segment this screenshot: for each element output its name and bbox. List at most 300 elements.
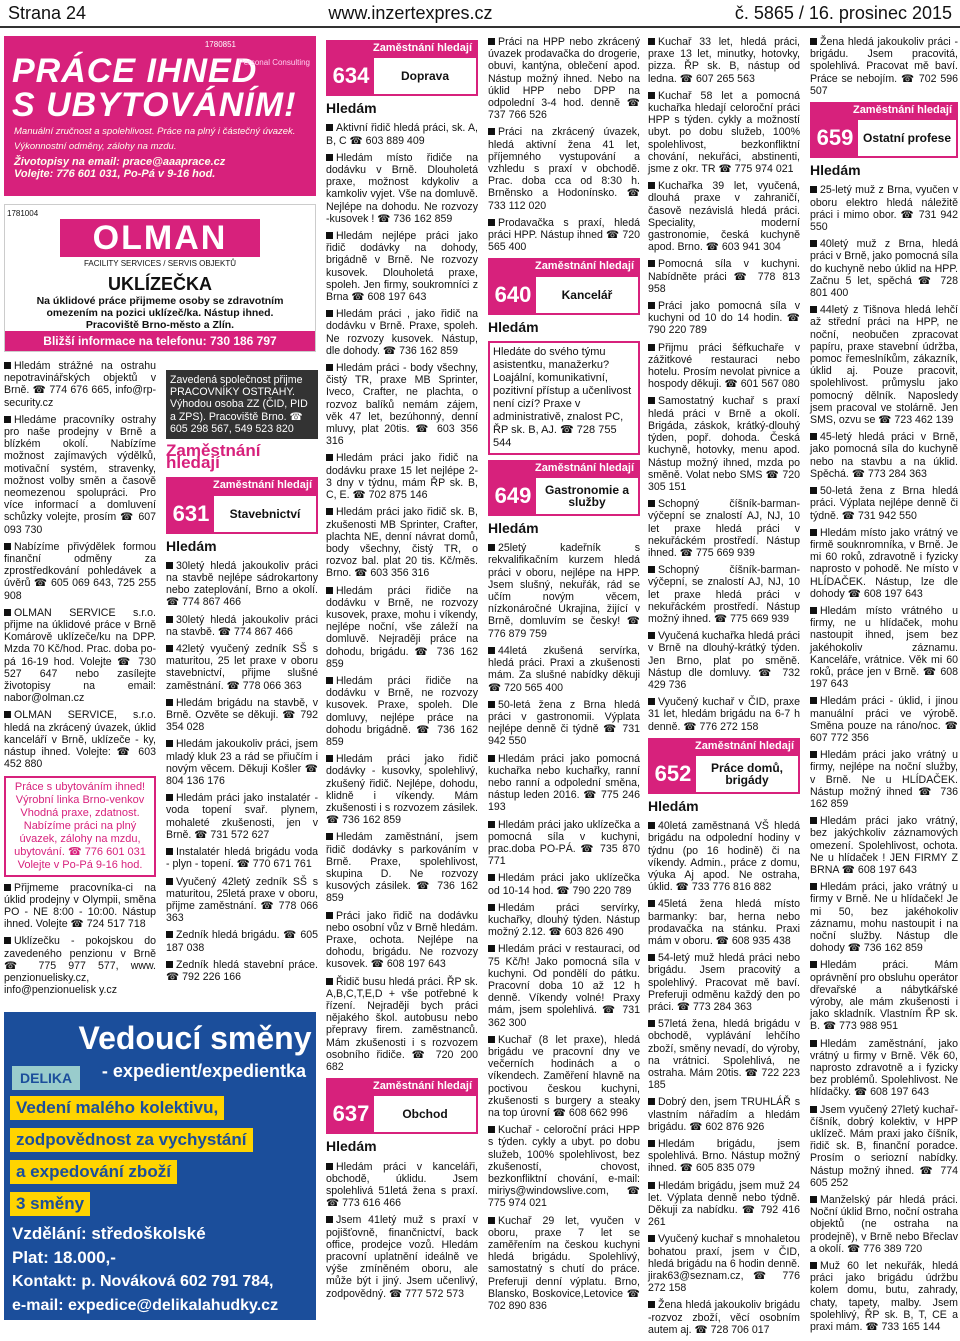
classified-ad [166, 846, 318, 870]
column-5 [648, 36, 800, 1341]
issue-date: č. 5865 / 16. prosinec 2015 [734, 2, 952, 23]
bullet-icon [810, 607, 817, 614]
classified-ad [648, 90, 800, 175]
bullet-icon [648, 566, 655, 573]
bullet-icon [326, 587, 333, 594]
classified-ad [810, 485, 958, 522]
bullet-icon [488, 874, 495, 881]
banner-line-2: Výkonnostní odměny, zálohy na mzdu. [14, 141, 177, 152]
text: Hledám práci servírky, kuchařky, dlouhý týden. Nástup možný 2.12. ☎ 603 826 490 [488, 901, 640, 939]
text: Hledám brigádu, jsem muž 24 let. Výplata denně nebo týdně. Děkuji za nabídku. ☎ 792 416 261 [648, 1179, 800, 1229]
text: Hledám [488, 318, 539, 335]
bullet-icon [648, 1020, 655, 1027]
text: Muž 60 let nekuřák, hledá práci jako brigádu údržbu kolem domu, butu, zahrady, chaty, tapety, malby. Jsem spolehlivý, ŘP sk. B, T, CE a praxi mám. ☎ 733 165 144 [810, 1260, 958, 1334]
classified-ad [488, 1034, 640, 1119]
classified-ad [810, 184, 958, 233]
text: Vyučená kuchařka hledá práci v Brně na dlouhý-krátký týden. Jen Brno, plat po směně. Nástup dle domluvy. ☎ 732 429 736 [648, 630, 800, 691]
classified-ad [810, 304, 958, 426]
bullet-icon [488, 755, 495, 762]
classified-ad [810, 881, 958, 954]
text: Schopný číšník-barman-výčepní se znalostí AJ, NJ, 10 let praxe hledá práci v nekuřáckém prostředí. Nástup ihned. ☎ 775 669 939 [648, 498, 800, 559]
column-1 [4, 360, 156, 1001]
text: Hledám brigádu, jsem spolehlivá. Brno. Nástup možný ihned. ☎ 605 835 079 [648, 1138, 800, 1175]
page-header [0, 0, 960, 28]
classified-ad [810, 527, 958, 600]
text: Hledám [166, 537, 217, 554]
banner-tag: Personal Consulting [238, 58, 310, 67]
text: ubytování. ☎ 776 601 031 [14, 845, 146, 858]
bullet-icon [326, 677, 333, 684]
text: 50-letá žena z Brna hledá práci v gastronomii. Výplata nejlépe denně či týdně ☎ 731 942 550 [488, 698, 640, 748]
bullet-icon [4, 937, 11, 944]
text: Zaměstnání hledají [810, 102, 958, 118]
category-box [488, 258, 640, 335]
bullet-icon [648, 1301, 655, 1308]
bullet-icon [4, 362, 11, 369]
text: Žena hledá jakoukoliv práci - brigádu. Jsem pracovitá, spolehlivá. Pracovat mě baví. Práce se nebojím. ☎ 702 596 507 [810, 36, 958, 97]
bullet-icon [648, 1140, 655, 1147]
text: Hledám strážné na ostrahu nepotravinářských objektů v Brně. ☎ 774 676 665, info@rp-security.cz [4, 360, 156, 409]
bullet-icon [810, 240, 817, 247]
bullet-icon [648, 182, 655, 189]
classified-ad [810, 238, 958, 299]
bullet-icon [166, 794, 173, 801]
classified-ad [810, 605, 958, 690]
text: Vyučený 42letý zedník SŠ s maturitou, 25letá praxe v oboru, přijme zaměstnání. ☎ 778 066 363 [166, 875, 318, 925]
bullet-icon [810, 38, 817, 45]
text: Hledám [326, 100, 377, 117]
text: Hledám práci jako uklízečka od 10-14 hod. ☎ 790 220 789 [488, 872, 640, 897]
text: Vyučený kuchař v ČID, praxe 31 let, hledám brigádu na 6-7 h denně. ☎ 776 272 158 [648, 696, 800, 733]
classified-ad [326, 152, 478, 225]
olman-logo: OLMAN [60, 219, 260, 257]
classified-ad [648, 395, 800, 493]
text: Nabízíme práci na plný [23, 819, 137, 832]
classified-ad [810, 1104, 958, 1189]
classified-ad [4, 360, 156, 409]
classified-ad [648, 1138, 800, 1175]
text: Zaměstnání hledají [648, 738, 800, 754]
classified-ad [488, 217, 640, 254]
olman-ad [4, 204, 316, 352]
bullet-icon [648, 260, 655, 267]
text: Hledám práci - úklid, i jinou manuální práci ve výrobě. Směna pouze na ráno/noc. ☎ 607 772 356 [810, 695, 958, 744]
text: Ostatní profese [862, 131, 952, 146]
classified-ad [4, 607, 156, 705]
text: Prodavačka s praxí, hledá práci HPP. Nástup ihned ☎ 720 565 400 [488, 216, 640, 254]
bullet-icon [326, 912, 333, 919]
text: 40letý muž z Brna, hledá práci v Brně, jako pomocná síla do kuchyně nebo úklid na HPP. Začnu 5 let, spěchá ☎ 728 801 400 [810, 238, 958, 300]
category-box [166, 477, 318, 554]
text: 44letá zkušená servírka, hledá práci. Praxi a zkušenosti mám. Za slušné nabídky děkuji ☎ 720 565 400 [488, 644, 640, 694]
classified-ad [166, 697, 318, 734]
classified-ad [326, 362, 478, 447]
text: Kancelář [561, 287, 613, 302]
delika-y4: 3 směny [10, 1192, 90, 1216]
classified-ad [648, 36, 800, 85]
text: Hledám práci jako řidič sk. B, zkušenosti MB Sprinter, Crafter, plachta NE, denní návrat domů, body všechny, čistý TR, o rozvoz bal. plat 20 tis. Kč/měs. Brno. ☎ 603 356 316 [326, 506, 478, 580]
text: Hledám zaměstnání, jsem řidič dodávky s parkováním v Brně. Praxe, spolehlivost, skupina D. Ne rozvozy kusových zásilek. ☎ 736 162 859 [326, 831, 478, 905]
bullet-icon [326, 310, 333, 317]
bullet-icon [488, 38, 495, 45]
olman-p1: Na úklidové práce přijmeme osoby se zdravotním [36, 295, 284, 307]
classified-ad [648, 898, 800, 947]
bullet-icon [810, 487, 817, 494]
classified-ad [4, 541, 156, 602]
banner-ad [4, 36, 316, 196]
bullet-icon [648, 302, 655, 309]
delika-logo: DELIKA [12, 1066, 80, 1090]
text: Hledám místo jako vrátný ve firmě souknromníka, v Brně. Je mi 60 roků, zdravotně i fyzicky naprosto v pohodě. Ne místo v HLÍDAČEK. Nástup, lze dle dohody ☎ 608 197 643 [810, 526, 958, 600]
category-box [810, 102, 958, 179]
bullet-icon [810, 961, 817, 968]
bullet-icon [488, 647, 495, 654]
banner-title-1: PRÁCE IHNED [12, 52, 258, 90]
classified-ad [326, 1214, 478, 1299]
text: Hledáme pracovníky ostrahy pro naše prodejny v Brně a blízkém okolí. Nabízíme možnost zajímavých výdělků, motivační systém, stravenky, možnost volby směn a časově neomezenou spolupráci. Pro více informací a domluvení schůzky volejte, prosím ☎ 607 093 730 [4, 413, 156, 536]
ad-id: 1781004 [7, 209, 39, 218]
text: Práci jako pomocná síla v kuchyni od 10 do 14 hodin. ☎ 790 220 789 [648, 300, 800, 337]
classified-ad [488, 902, 640, 939]
classified-ad [166, 929, 318, 953]
olman-sub: FACILITY SERVICES / SERVIS OBJEKTŮ [83, 259, 237, 268]
classified-ad [488, 1215, 640, 1313]
classified-ad [488, 126, 640, 211]
bullet-icon [326, 232, 333, 239]
text: 54-letý muž hledá práci nebo brigádu. Jsem pracovitý a spolehlivý. Pracovat mě baví. Preferuji odměnu každý den po práci. ☎ 773 284 363 [648, 952, 800, 1014]
text: Zedník hledá stavební práce. ☎ 792 226 166 [166, 958, 318, 983]
text: Přijmu práci šéfkuchaře v zážitkové restauraci nebo hotelu. Prosím nevolat pivnice a hospody děkuji. ☎ 601 567 080 [648, 341, 800, 391]
classified-ad [488, 872, 640, 896]
classified-ad [326, 506, 478, 579]
classified-ad [648, 1180, 800, 1229]
text: Kuchař 29 let, vyučen v oboru, praxe 7 let se zaměřením na českou kuchyni hledá brigádu. Spolehlivý, samostatný s chutí do práce. Preferuji denní výplatu. Brno, Blansko, Boskovice,Letovice ☎ 702 890 836 [488, 1214, 640, 1313]
bullet-icon [810, 433, 817, 440]
classified-ad [4, 414, 156, 536]
text: 45-letý hledá práci v Brně, jako pomocná síla do kuchyně nebo na stavbu a na úklid. Spěchá. ☎ 773 284 363 [810, 431, 958, 480]
delika-title: Vedoucí směny [78, 1020, 312, 1056]
text: Hledám práci v kanceláři, obchodě, úklidu. Jsem spolehlivá 51letá žena s praxí. ☎ 773 616 466 [326, 1160, 478, 1210]
bullet-icon [4, 884, 11, 891]
text: Doprava [400, 69, 450, 84]
text: Jsem 41letý muž s praxí v pojišťovně, finančnictví, back office, prodejce vozů. Hledám pracovní uplatnění ideálně ve výše zmíněném oboru, ale může být i jiný. Jsem učenlivý, zodpovědný. ☎ 777 572 573 [326, 1214, 478, 1300]
classified-ad [648, 342, 800, 391]
text: Práci jako řidič na dodávku nebo osobní vůz v Brně hledám. Praxe, ochota. Nejlépe na dohodu, brigádu. Ne rozvozy kusovek. ☎ 608 197 643 [326, 909, 478, 971]
delika-pay: Plat: 18.000,- [12, 1248, 116, 1267]
classified-ad [326, 122, 478, 146]
bullet-icon [648, 900, 655, 907]
bullet-icon [166, 562, 173, 569]
text: Pomocná síla v kuchyni. Nabídněte práci ☎ 778 813 958 [648, 258, 800, 295]
banner-line-1: Manuální zručnost a spolehlivost. Práce na plný i částečný úvazek. [14, 126, 296, 137]
text: Hledám práci - body všechny, čistý TR, praxe MB Sprinter, Iveco, Crafter, ne plachta, o rozvoz balíků nemám zájem, věk 47 let, bezúhonný, denní mluvy, plat 20tis. ☎ 603 356 316 [326, 362, 478, 448]
bullet-icon [648, 500, 655, 507]
text: 659 [812, 120, 858, 156]
text: Hledám místo vrátného u firmy, ne u hlídaček, mohu nastoupit ihned, jsem bez jakéhokoliv záznamu. Kanceláře, vrátnice. Věk mi 60 roků, práce jen v Brně. ☎ 608 197 643 [810, 604, 958, 691]
bullet-icon [488, 1126, 495, 1133]
text: Hledám práci řidiče na dodávku v Brně, ne rozvozy kusovek. Praxe, spoleh. Dle domluvy, nejlépe práce na dohodu brigádně. ☎ 736 162 859 [326, 674, 478, 748]
bullet-icon [810, 306, 817, 313]
text: 45letá žena hledá místo barmanky: bar, herna nebo prodavačka na stánku. Praxi mám v oboru. ☎ 608 935 438 [648, 898, 800, 947]
section-title: Zaměstnání hledají [166, 441, 261, 473]
page-number: Strana 24 [8, 2, 87, 23]
classified-ad [326, 1161, 478, 1210]
text: Práci na zkrácený úvazek, hledá aktivní žena 41 let, příjemného vystupování a vzhledu s praxí v obchodě. Prac. doba cca od 8:30 h. Brněnsko a Hodonínsko. ☎ 733 112 020 [488, 126, 640, 212]
text: Kuchař - celoroční práci HPP s týden. cykly a ubyt. po dobu služeb, 100% spolehlivost, bez zkušeností, chovost, bezkonfliktní chování, e-mail: miriys@windowslive.com, ☎ 775 974 021 [488, 1124, 640, 1210]
delika-y2: zodpovědnost za vychystání [10, 1128, 253, 1152]
dark-ad: Zavedená společnost přijme PRACOVNÍKY OSTRAHY. Výhodou osoba ZZ (ČID, PID a ZPS). Pracoviště Brno. ☎ 605 298 567, 549 523 820 [166, 370, 318, 439]
classified-ad [810, 431, 958, 480]
category-name: Stavebnictví [229, 506, 301, 521]
column-2 [166, 366, 318, 988]
text: Zaměstnání hledají [488, 460, 640, 476]
text: 30letý hledá jakoukoliv práci na stavbě nejlépe sádrokartony nebo zateplování, Brno a okolí. ☎ 774 867 466 [166, 559, 318, 609]
text: 640 [490, 277, 536, 313]
bullet-icon [326, 1216, 333, 1223]
site-url[interactable]: www.inzertexpres.cz [328, 2, 493, 23]
bullet-icon [810, 1262, 817, 1269]
text: Hledám nejlépe práci jako řidič dodávky na dohody, brigádně v Brně. Ne rozvozy kusovek. Dlouholetá praxe, spoleh. Jen firmy, soukromníci z Brna ☎ 608 197 643 [326, 230, 478, 304]
text: Hledám práci jako pomocná kuchařka nebo kuchařky, ranní nebo ranní a odpolední směna, nástup leden 2016. ☎ 775 246 193 [488, 752, 640, 814]
bullet-icon [4, 609, 11, 616]
column-4 [488, 36, 640, 1317]
text: Zaměstnání hledají [326, 1078, 478, 1094]
text: Zedník hledá brigádu. ☎ 605 187 038 [166, 929, 318, 954]
banner-email[interactable]: Životopisy na email: prace@aaaprace.cz [14, 156, 226, 168]
text: Hledám brigádu na stavbě, v Brně. Ozvěte se děkuji. ☎ 792 354 028 [166, 696, 318, 734]
classified-ad [648, 1018, 800, 1091]
classified-ad [488, 753, 640, 814]
text: 652 [650, 756, 696, 792]
classified-ad [648, 258, 800, 295]
delika-contact: Kontakt: p. Nováková 602 791 784, [12, 1273, 274, 1290]
text: Zaměstnání hledají [488, 258, 640, 274]
text: Gastronomie a služby [544, 482, 630, 510]
text: Práce s ubytováním ihned! [14, 780, 146, 793]
text: 25-letý muž z Brna, vyučen v oboru elektro hledá náležitě práci i mimo obor. ☎ 731 942 550 [810, 184, 958, 234]
text: Hledám místo řidiče na dodávku v Brně. Dlouholetá praxe, možnost kdykoliv a kamkoliv vyjet. Vše na domluvě. Nejlépe na dohodu. Ne rozvozy -kusovek ! ☎ 736 162 859 [326, 151, 478, 225]
bullet-icon [648, 632, 655, 639]
bullet-icon [488, 1217, 495, 1224]
classified-ad [648, 498, 800, 559]
text: 44letý z Tišnova hledá lehčí až střední práci na HPP, ne noční, neobučen zpracovat papíru, praxe stavební údržba, pomoc řemeslníkům, zákazník, úklid aj. Pouze pracovit, spolehlivost. průmyslu jako pomocný dělník. Naposledy jsem pracoval ve stolárně. Jen SMS, ozvu se ☎ 723 462 139 [810, 304, 958, 427]
text: 40letá zaměstnaná VŠ hledá brigádu na odpolední hodiny v týdnu (po 16 hodině) či na víkendy. Admin., práce z domu, výuka Aj apod. Ne ostraha, úklid. ☎ 733 776 816 882 [648, 820, 800, 894]
classified-ad [166, 614, 318, 638]
classified-ad [326, 910, 478, 971]
bullet-icon [488, 945, 495, 952]
delika-email[interactable]: e-mail: expedice@delikalahudky.cz [12, 1297, 279, 1314]
bullet-icon [648, 954, 655, 961]
text: Nabízíme přivýdělek formou finanční odměny za zprostředkování pohledávek a úvěrů ☎ 605 069 643, 725 255 908 [4, 540, 156, 602]
classified-ad [326, 585, 478, 670]
text: Práce domů, brigády [710, 760, 784, 787]
text: Práci na HPP nebo zkrácený úvazek prodavačka do drogerie, obuvi, kantýna, oblečení apod. Nástup možný ihned. Nebo na úklid HPP nebo DPP na odpolední 3-4 hod. denně ☎ 737 766 526 [488, 36, 640, 122]
bullet-icon [810, 529, 817, 536]
classified-ad [488, 943, 640, 1028]
bullet-icon [326, 978, 333, 985]
text: Obchod [402, 1107, 448, 1122]
classified-ad [488, 36, 640, 121]
classified-ad [4, 882, 156, 931]
bullet-icon [648, 92, 655, 99]
classified-ad [326, 753, 478, 826]
olman-p2: omezením na pozici uklízeč/ka. Nástup ihned. [46, 307, 274, 319]
bullet-icon [648, 344, 655, 351]
text: Instalatér hledá brigádu voda - plyn - topení. ☎ 770 671 761 [166, 846, 318, 871]
classified-ad [810, 695, 958, 744]
classified-ad [326, 675, 478, 748]
bullet-icon [810, 883, 817, 890]
text: Manželský pár hledá práci. Noční úklid Brno, noční ostraha objektů (ne ostraha na prodejně), v Brně nebo Břeclav a okolí. ☎ 776 389 720 [810, 1194, 958, 1255]
classified-ad [648, 820, 800, 893]
text: Zaměstnání hledají [166, 477, 318, 493]
text: Hledám práci jako řidič dodávky - kusovky, spolehlivý, zkušený řidič. Nejlépe, dohodu, klidně i víkendy. Mám zkušenosti i s rozvozem zásilek. ☎ 736 162 859 [326, 753, 478, 827]
bullet-icon [326, 1163, 333, 1170]
text: Přijmeme pracovníka-ci na úklid prodejny v Olympii, směna PO - NE 8:00 - 10:00. Nástup ihned. Volejte ☎ 724 517 718 [4, 881, 156, 931]
classified-ad [166, 738, 318, 787]
delika-edu: Vzdělání: středoškolské [12, 1224, 206, 1243]
text: Samostatný kuchař s praxí hledá práci v Brně a okolí. Brigáda, záskok, krátký-dlouhý týden, popř. dohoda. Česká kuchyně, hotovky, menu apod. Nástup možný ihned, mzda po směně. Volat nebo SMS ☎ 720 305 151 [648, 395, 800, 493]
classified-ad [648, 630, 800, 691]
text: OLMAN SERVICE s.r.o. přijme na úklidové práce v Brně Komárově uklízeče/ku na DPP. Mzda 70 Kč/hod. Prac. doba po-pá 16-19 hod. Volejte ☎ 730 527 647 nebo zasílejte životopisy na email: nabor@olman.cz [4, 606, 156, 705]
bullet-icon [326, 454, 333, 461]
bullet-icon [326, 154, 333, 161]
bullet-icon [488, 544, 495, 551]
bullet-icon [488, 701, 495, 708]
bullet-icon [810, 186, 817, 193]
text: 42letý vyučený zedník SŠ s maturitou, 25 let praxe v oboru stavebnictví, přijme slušné zaměstnání. ☎ 778 066 363 [166, 643, 318, 692]
text: 25letý kadeřník s rekvalifikačním kurzem hledá práci v oboru, nejlépe na HPP. Jsem slušný, nekuřák, rád se učím novým věcem, nízkonáročné Ukrajina, žijící v Brně, domluvím se česky! ☎ 776 879 759 [488, 542, 640, 640]
classified-ad [326, 452, 478, 501]
bullet-icon [326, 124, 333, 131]
bullet-icon [810, 1196, 817, 1203]
classified-ad [810, 815, 958, 876]
classified-ad [648, 1233, 800, 1294]
text: Hledám jakoukoliv práci, jsem mladý kluk 23 a rád se přiučím i novým věcem. Děkuji Košler ☎ 804 136 176 [166, 738, 318, 788]
bullet-icon [648, 822, 655, 829]
classified-ad [810, 1260, 958, 1333]
classified-ad [648, 952, 800, 1013]
bullet-icon [4, 711, 11, 718]
bullet-icon [648, 698, 655, 705]
category-box [648, 738, 800, 812]
delika-y1: Vedení malého kolektivu, [10, 1096, 224, 1120]
text: Schopný číšník-barman-výčepní, se znalostí AJ, NJ, 10 let praxe hledá práci v nekuřáckém prostředí. Nástup možný ihned. ☎ 775 669 939 [648, 564, 800, 625]
category-box [488, 460, 640, 537]
category-box [326, 40, 478, 117]
text: úvazek, zálohy na mzdu, [19, 832, 141, 845]
text: Hledám práci jako uklízečka a pomocná síla v kuchyni, prac.doba PO-PÁ. ☎ 735 870 771 [488, 818, 640, 868]
bullet-icon [166, 848, 173, 855]
text: Hledám zaměstnání, jako vrátný u firmy v Brně. Věk 60, naprosto zdravotně a i fyzicky bez problémů. Spolehlivost. Ne hlídačky. ☎ 608 197 643 [810, 1037, 958, 1099]
bullet-icon [810, 817, 817, 824]
ad-id: 1780851 [204, 40, 236, 49]
text: 649 [490, 478, 536, 514]
bullet-icon [4, 543, 11, 550]
classified-ad [4, 709, 156, 770]
bullet-icon [166, 645, 173, 652]
bullet-icon [326, 508, 333, 515]
bullet-icon [166, 699, 173, 706]
bullet-icon [648, 38, 655, 45]
classified-ad [810, 749, 958, 810]
bullet-icon [326, 833, 333, 840]
category-number: 631 [168, 496, 214, 532]
bullet-icon [810, 751, 817, 758]
classified-ad [488, 1124, 640, 1209]
bullet-icon [4, 416, 11, 423]
text: 50-letá žena z Brna hledá práci. Výplata nejlépe denně či týdně. ☎ 731 942 550 [810, 485, 958, 522]
classified-ad [648, 1299, 800, 1336]
bullet-icon [810, 1106, 817, 1113]
bullet-icon [648, 1182, 655, 1189]
text: 30letý hledá jakoukoliv práci na stavbě. ☎ 774 867 466 [166, 613, 318, 638]
classified-ad [488, 699, 640, 748]
classified-ad [326, 308, 478, 357]
classified-ad [810, 36, 958, 97]
text: Kuchařka 39 let, vyučená, dlouhá praxe v zahraničí, časově nezávislá hledá práci. Speciality, moderní gastronomie, česká kuchyně apod. Brno. ☎ 603 941 304 [648, 180, 800, 254]
classified-ad [326, 976, 478, 1074]
delika-ad [4, 1012, 316, 1320]
text: Kuchař (8 let praxe), hledá brigádu ve pracovní dny ve večerních hodinách a o víkendech. Zaměření hlavně na poctivou českou kuchyni, zkušenosti s burgery a steaky na top úrovní ☎ 608 662 996 [488, 1033, 640, 1119]
bullet-icon [648, 1235, 655, 1242]
olman-p3: Pracoviště Brno-město a Zlín. [85, 319, 235, 331]
classified-ad [648, 564, 800, 625]
bullet-icon [488, 219, 495, 226]
classified-ad [648, 696, 800, 733]
text: Uklízečku - pokojskou do zavedeného penzionu v Brně ☎ 775 977 577, www. penzionuelisky.cz, info@penzionuelisk y.cz [4, 935, 156, 997]
text: Zaměstnání hledají [326, 40, 478, 56]
bullet-icon [166, 616, 173, 623]
text: Hledám práci , jako řidič na dodávku v Brně. Praxe, spoleh. Ne rozvozy kusovek. Nástup, dle dohody. ☎ 736 162 859 [326, 308, 478, 357]
text: Hledám [326, 1138, 377, 1155]
classified-ad [326, 230, 478, 303]
classified-ad [810, 1194, 958, 1255]
bullet-icon [648, 397, 655, 404]
text: Hledám práci, jako vrátný u firmy v Brně. Ne u hlídaček! Je mi 50, bez jakéhokoliv záznamu, mohu nastoupit i na noční služby. Nástup dle dohody ☎ 736 162 859 [810, 881, 958, 955]
delika-y3: a expedování zboží [10, 1160, 177, 1184]
column-6 [810, 36, 958, 1338]
classified-ad [166, 959, 318, 983]
text: Výrobní linka Brno-venkov [15, 793, 145, 806]
text: Vhodná praxe, zdatnost. [20, 806, 140, 819]
classified-ad [326, 831, 478, 904]
text: Žena hledá jakoukoliv brigádu -rozvoz zboží, věcí osobním autem aj. ☎ 728 706 017 [648, 1299, 800, 1336]
bullet-icon [326, 755, 333, 762]
bullet-icon [166, 931, 173, 938]
highlight-box: Hledáte do svého týmu asistentku, manažerku? Loajální, komunikativní, pozitivní přístup a učenlivost není cizí? Praxe v administrativě, znalost PC, ŘP sk. B, AJ. ☎ 728 755 544 [488, 341, 640, 455]
banner-call: Volejte: 776 601 031, Po-Pá v 9-16 hod. [14, 168, 216, 180]
classified-ad [166, 792, 318, 841]
text: Dobrý den, jsem TRUHLÁŘ s vlastním nářadím a hledám brigádu. ☎ 602 876 926 [648, 1096, 800, 1133]
bullet-icon [488, 821, 495, 828]
column-3 [326, 36, 478, 1305]
classified-ad [488, 819, 640, 868]
classified-ad [488, 645, 640, 694]
text: Hledám práci jako vrátný u firmy, nejlépe na noční služby, v Brně. Ne u HLÍDAČEK. Nástup možný ihned ☎ 736 162 859 [810, 749, 958, 810]
category-box [326, 1078, 478, 1155]
classified-ad [166, 560, 318, 609]
olman-tel: Bližší informace na telefonu: 730 186 797 [5, 331, 315, 351]
text: Kuchař 58 let a pomocná kuchařka hledají celoroční práci HPP s týden. cykly a možností ubyt. po dobu služeb, 100% spolehlivost, bezkonfliktní chování, nekuřáci, abstinenti, jsme z okr. TR ☎ 775 974 021 [648, 89, 800, 176]
text: 637 [328, 1096, 374, 1132]
text: Hledám práci jako vrátný, bez jakýchkoliv záznamových omezení. Spolehlivost, ochota. Ne u hlídaček ! JEN FIRMY Z BRNA ☎ 608 197 643 [810, 815, 958, 876]
bullet-icon [326, 364, 333, 371]
bullet-icon [488, 1036, 495, 1043]
bullet-icon [166, 878, 173, 885]
text: Jsem vyučený 27letý kuchař-číšník, dobrý kolektiv, v HPP uklízeč. Mám praxi jako číšník, řidič sk. B, finanční poradce. Prosím o seriozní nabídky. Nástup možný ihned. ☎ 774 605 252 [810, 1103, 958, 1189]
bullet-icon [166, 740, 173, 747]
